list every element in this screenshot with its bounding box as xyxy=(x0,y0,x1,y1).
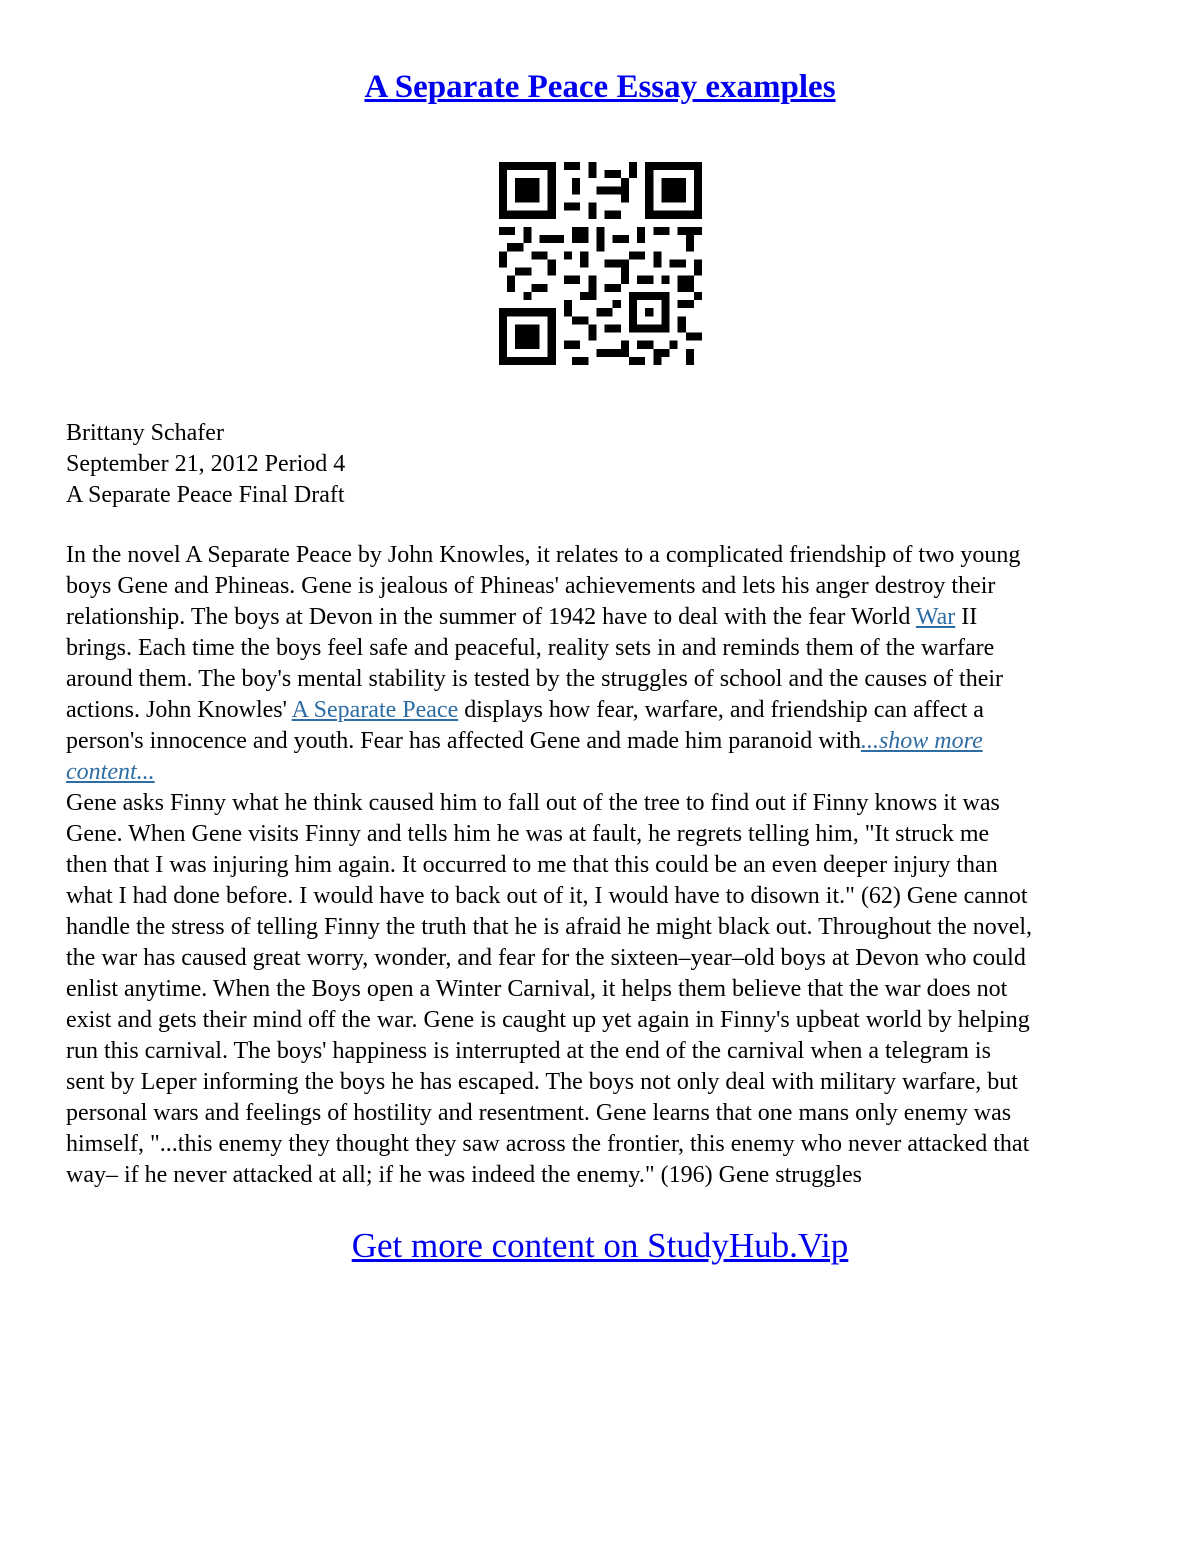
body-line: sent by Leper informing the boys he has escaped. The boys not only deal with military warfare, but xyxy=(66,1069,1018,1095)
body-line: personal wars and feelings of hostility and resentment. Gene learns that one mans only enemy was xyxy=(66,1100,1012,1126)
body-line xyxy=(66,695,1146,726)
body-line xyxy=(66,602,1146,633)
studyhub-link[interactable]: Get more content on StudyHub.Vip xyxy=(351,1226,849,1265)
body-line: handle the stress of telling Finny the truth that he is afraid he might black out. Throughout the novel, xyxy=(66,914,1033,940)
footer xyxy=(0,1222,1200,1270)
body-text: relationship. The boys at Devon in the summer of 1942 have to deal with the fear World xyxy=(66,604,916,630)
body-line: himself, "...this enemy they thought they saw across the frontier, this enemy who never attacked that xyxy=(66,1131,1030,1157)
body-line: Gene. When Gene visits Finny and tells him he was at fault, he regrets telling him, "It struck me xyxy=(66,821,990,847)
body-line xyxy=(66,726,1146,757)
show-more-link[interactable]: ...show more xyxy=(860,728,983,754)
body-line: exist and gets their mind off the war. Gene is caught up yet again in Finny's upbeat world by helping xyxy=(66,1007,1030,1033)
body-text: II xyxy=(955,604,978,630)
war-link[interactable]: War xyxy=(915,604,956,630)
body-line: Gene asks Finny what he think caused him to fall out of the tree to find out if Finny knows it was xyxy=(66,790,1000,816)
separate-peace-link[interactable]: A Separate Peace xyxy=(291,697,459,723)
draft-title: A Separate Peace Final Draft xyxy=(66,482,345,508)
essay-body xyxy=(66,540,1146,1191)
body-text: actions. John Knowles' xyxy=(66,697,292,723)
body-line: what I had done before. I would have to back out of it, I would have to disown it." (62) Gene cannot xyxy=(66,883,1028,909)
body-line: enlist anytime. When the Boys open a Winter Carnival, it helps them believe that the war does not xyxy=(66,976,1008,1002)
body-line: then that I was injuring him again. It occurred to me that this could be an even deeper injury than xyxy=(66,852,998,878)
date-line: September 21, 2012 Period 4 xyxy=(66,451,346,477)
title-link[interactable]: A Separate Peace Essay examples xyxy=(364,69,836,105)
body-line: In the novel A Separate Peace by John Knowles, it relates to a complicated friendship of two young xyxy=(66,542,1021,568)
page-title xyxy=(0,64,1200,110)
essay-header xyxy=(66,418,1146,511)
body-line: boys Gene and Phineas. Gene is jealous of Phineas' achievements and lets his anger destroy their xyxy=(66,573,996,599)
body-line: around them. The boy's mental stability is tested by the struggles of school and the causes of their xyxy=(66,666,1004,692)
body-line: brings. Each time the boys feel safe and peaceful, reality sets in and reminds them of the warfare xyxy=(66,635,995,661)
author-name: Brittany Schafer xyxy=(66,420,224,446)
body-line: run this carnival. The boys' happiness is interrupted at the end of the carnival when a telegram is xyxy=(66,1038,991,1064)
qr-code-icon xyxy=(499,162,702,365)
body-line: the war has caused great worry, wonder, and fear for the sixteen–year–old boys at Devon who could xyxy=(66,945,1026,971)
body-text: displays how fear, warfare, and friendship can affect a xyxy=(458,697,984,723)
body-line xyxy=(66,757,1146,788)
body-line: way– if he never attacked at all; if he was indeed the enemy." (196) Gene struggles xyxy=(66,1162,862,1188)
show-more-content-link[interactable]: content... xyxy=(66,759,155,785)
body-text: person's innocence and youth. Fear has affected Gene and made him paranoid with xyxy=(66,728,861,754)
